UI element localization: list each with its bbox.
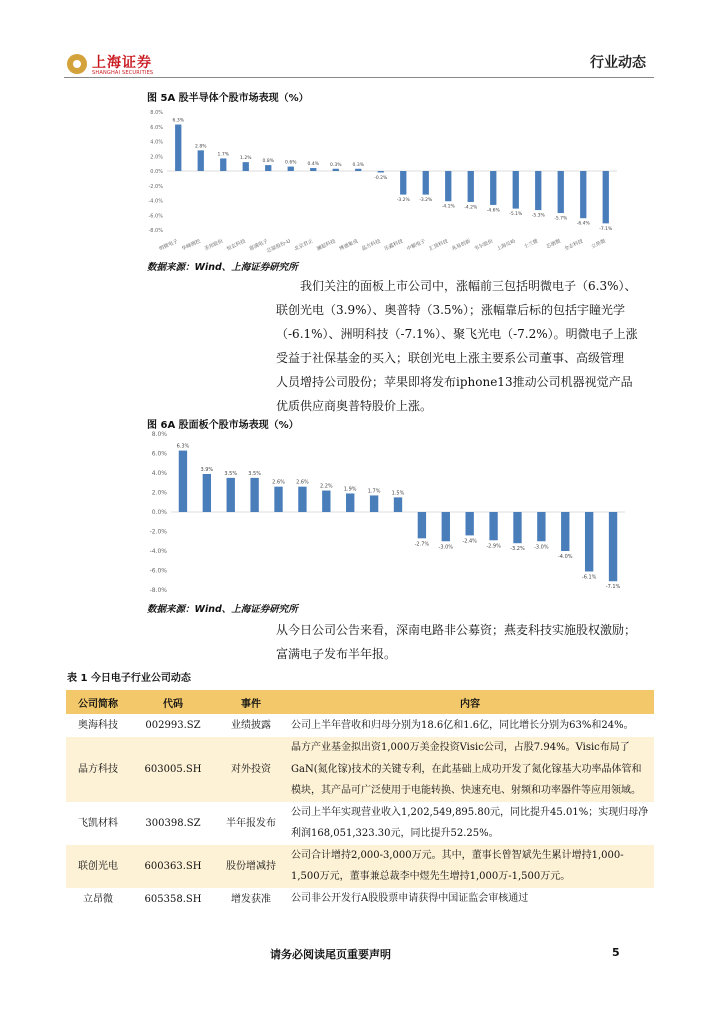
x-tick-label: 明微电子: [158, 238, 180, 253]
data-label: -3.0%: [438, 544, 454, 551]
cell-content: 公司上半年营收和归母分别为18.6亿和1.6亿，同比增长分别为63%和24%。: [291, 719, 634, 731]
data-label: -7.1%: [599, 226, 613, 232]
cell-content: 公司合计增持2,000-3,000万元。其中，董事长曾智斌先生累计增持1,000-1,500万元，董事兼总裁李中煜先生增持1,000万-1,500万元。: [286, 845, 654, 888]
data-label: 3.5%: [224, 470, 238, 477]
bar: [355, 169, 361, 171]
analysis-paragraph-2: [276, 618, 656, 666]
para1-line: 优质供应商奥普特股价上涨。: [276, 399, 433, 413]
header-divider: [64, 77, 654, 78]
bar: [418, 512, 426, 538]
bar: [179, 451, 187, 512]
cell-event: 半年报发布: [226, 817, 276, 829]
x-tick-label: 士兰微: [522, 238, 540, 251]
data-label: -4.6%: [486, 208, 500, 214]
para1-line: 受益于社保基金的买入；联创光电上涨主要系公司董事、高级管理: [276, 351, 625, 365]
bar: [265, 165, 271, 171]
data-label: -2.4%: [462, 538, 477, 545]
fig6-source: 数据来源：Wind、上海证券研究所: [147, 604, 298, 615]
bar: [203, 474, 211, 512]
y-tick-label: 2.0%: [151, 489, 167, 497]
x-tick-label: 汇顶科技: [428, 238, 450, 253]
x-tick-label: 博通集成: [338, 238, 360, 253]
x-tick-label: 恒玄科技: [225, 238, 247, 253]
para1-line: 我们关注的面板上市公司中，涨幅前三包括明微电子（6.3%）、: [300, 279, 637, 293]
bar: [227, 478, 235, 512]
x-tick-label: 乐鑫科技: [383, 238, 405, 253]
bar: [346, 493, 354, 512]
x-tick-label: 立昂微: [590, 238, 607, 251]
bar: [370, 495, 378, 512]
para1-line: （-6.1%）、洲明科技（-7.1%）、聚飞光电（-7.2%）。明微电子上涨: [276, 327, 638, 341]
y-tick-label: -6.0%: [149, 567, 167, 575]
data-label: 0.4%: [307, 162, 319, 168]
x-tick-label: 芯朋微: [545, 238, 562, 251]
data-label: -4.1%: [441, 204, 455, 210]
cell-code: 603005.SH: [130, 737, 216, 802]
fig5-chart: [145, 100, 625, 260]
data-label: 1.9%: [343, 486, 357, 493]
y-tick-label: -8.0%: [149, 587, 167, 594]
bar: [175, 125, 181, 171]
cell-code: 300398.SZ: [145, 817, 201, 829]
bar: [513, 171, 519, 209]
data-label: 1.2%: [240, 156, 252, 162]
data-label: -4.2%: [464, 205, 478, 211]
para1-line: 联创光电（3.9%）、奥普特（3.5%）；涨幅靠后标的包括宇瞳光学: [276, 303, 625, 317]
cell-event: 股份增减持: [216, 845, 286, 888]
cell-event: 业绩披露: [231, 720, 271, 731]
col-header-code: 代码: [130, 690, 216, 714]
data-label: 0.6%: [285, 160, 297, 166]
cell-name: 奥海科技: [78, 720, 118, 731]
data-label: -3.2%: [510, 546, 525, 553]
cell-code: 600363.SH: [130, 845, 216, 888]
x-tick-label: 富满电子: [248, 238, 270, 253]
x-tick-label: 华峰测控: [180, 238, 202, 253]
disclaimer-notice: 请务必阅读尾页重要声明: [270, 948, 391, 961]
data-label: -0.2%: [374, 175, 388, 181]
cell-event: 对外投资: [216, 737, 286, 802]
y-tick-label: 4.0%: [150, 139, 163, 146]
bar: [394, 497, 402, 512]
cell-name: 联创光电: [66, 845, 130, 888]
bar: [198, 150, 204, 171]
fig6-chart: [145, 428, 635, 596]
y-tick-label: 4.0%: [151, 470, 167, 477]
bar: [561, 512, 569, 551]
cell-name: 飞凯材料: [78, 817, 118, 829]
cell-content: 公司上半年实现营业收入1,202,549,895.80元，同比提升45.01%；实现归母净利润168,051,323.30元，同比提升52.25%。: [291, 806, 649, 839]
fig5-title: 图 5A 股半导体个股市场表现（%）: [147, 93, 309, 104]
bar: [468, 171, 474, 202]
table-title: 表 1 今日电子行业公司动态: [67, 673, 191, 684]
y-tick-label: 6.0%: [150, 124, 163, 131]
bar: [535, 171, 541, 210]
y-tick-label: 2.0%: [150, 154, 163, 161]
fig5-source: 数据来源：Wind、上海证券研究所: [147, 262, 298, 273]
data-label: -5.3%: [531, 213, 545, 219]
y-tick-label: 0.0%: [151, 509, 167, 516]
x-tick-label: 中颖电子: [405, 238, 427, 253]
cell-event: 增发获准: [231, 893, 271, 905]
bar: [250, 478, 258, 512]
bar: [288, 167, 294, 171]
data-label: -5.7%: [554, 216, 568, 222]
bar: [489, 512, 497, 540]
data-label: 6.3%: [176, 443, 190, 450]
bar: [537, 512, 545, 541]
x-tick-label: 北京君正: [293, 238, 315, 253]
data-label: 0.3%: [352, 162, 364, 168]
data-label: 1.7%: [367, 488, 381, 495]
data-label: 1.5%: [391, 490, 405, 497]
y-tick-label: 8.0%: [151, 431, 167, 438]
data-label: -2.7%: [414, 541, 430, 548]
bar: [442, 512, 450, 541]
bar: [298, 487, 306, 512]
data-label: 0.3%: [330, 162, 342, 168]
bar: [490, 171, 496, 205]
table-row: [66, 845, 654, 888]
bar: [243, 162, 249, 171]
cell-content: 公司非公开发行A股股票申请获得中国证监会审核通过: [291, 893, 529, 905]
data-label: 2.2%: [319, 483, 333, 490]
data-label: -3.2%: [419, 198, 433, 204]
cell-name: 立昂微: [83, 893, 113, 905]
data-label: 2.6%: [296, 479, 309, 486]
cell-name: 晶方科技: [66, 737, 130, 802]
cell-code: 002993.SZ: [145, 720, 201, 731]
y-tick-label: 0.0%: [150, 169, 163, 175]
col-header-content: 内容: [286, 690, 654, 714]
data-label: -7.1%: [605, 584, 621, 591]
bar: [423, 171, 429, 195]
x-tick-label: 全志科技: [563, 238, 585, 253]
y-tick-label: -8.0%: [148, 228, 163, 234]
data-label: 1.7%: [217, 152, 229, 158]
bar: [513, 512, 521, 543]
y-tick-label: 6.0%: [151, 450, 167, 458]
bar: [609, 512, 617, 581]
y-tick-label: -4.0%: [149, 548, 167, 555]
x-tick-label: 兆易创新: [450, 238, 472, 253]
logo-text-cn: 上海证券: [92, 55, 152, 71]
bar: [466, 512, 474, 535]
bar: [220, 158, 226, 171]
data-label: 2.8%: [195, 144, 207, 150]
data-label: 6.3%: [172, 118, 184, 124]
data-label: 2.6%: [272, 479, 285, 486]
bar: [400, 171, 406, 195]
cell-content: 晶方产业基金拟出资1,000万美金投资Visic公司，占股7.94%。Visic布局了GaN(氮化镓)技术的关键专利，在此基础上成功开发了氮化镓基大功率晶体管和模块，其产品可广泛使用于电能转换、快速充电、射频和功率器件等应用领域。: [286, 737, 654, 802]
data-label: -6.1%: [581, 574, 597, 581]
bar: [378, 171, 384, 172]
x-tick-label: 上海贝岭: [495, 238, 517, 253]
data-label: -3.0%: [534, 544, 549, 551]
bar: [445, 171, 451, 201]
data-label: -5.1%: [509, 212, 523, 218]
para1-line: 人员增持公司股份；苹果即将发布iphone13推动公司机器视觉产品: [276, 375, 633, 389]
data-label: -6.4%: [576, 221, 590, 227]
bar: [580, 171, 586, 218]
x-tick-label: 圣邦股份: [203, 238, 225, 253]
data-label: -4.0%: [558, 554, 573, 560]
para2-line: 从今日公司公告来看，深南电路非公募资；燕麦科技实施股权激励；: [276, 623, 637, 637]
page-number: 5: [612, 946, 620, 959]
analysis-paragraph-1: [276, 274, 656, 418]
y-tick-label: -4.0%: [148, 198, 163, 205]
bar: [274, 487, 282, 512]
y-tick-label: -6.0%: [148, 213, 163, 220]
x-tick-label: 晶方科技: [360, 238, 382, 253]
x-tick-label: 芯原股份-U: [265, 238, 292, 255]
data-label: 0.8%: [262, 159, 274, 165]
y-tick-label: -2.0%: [149, 528, 167, 536]
table-header-row: [66, 690, 654, 714]
y-tick-label: -2.0%: [148, 183, 163, 190]
section-title: 行业动态: [590, 55, 646, 71]
x-tick-label: 韦尔股份: [473, 238, 495, 253]
table-row: [66, 714, 654, 737]
data-label: 3.9%: [200, 466, 214, 473]
bar: [322, 491, 330, 512]
company-events-table: [66, 690, 654, 911]
company-logo-icon: [67, 54, 87, 74]
bar: [333, 169, 339, 171]
x-tick-label: 澜起科技: [315, 238, 337, 253]
bar: [310, 168, 316, 171]
y-tick-label: 8.0%: [150, 110, 163, 116]
para2-line: 富满电子发布半年报。: [276, 647, 397, 661]
data-label: 3.5%: [248, 470, 261, 477]
col-header-name: 公司简称: [66, 690, 130, 714]
bar: [585, 512, 593, 571]
table-row: [66, 888, 654, 911]
data-label: -3.2%: [396, 198, 410, 204]
bar: [603, 171, 609, 223]
data-label: -2.9%: [486, 543, 501, 550]
table-row: [66, 802, 654, 845]
fig6-title: 图 6A 股面板个股市场表现（%）: [147, 420, 299, 431]
table-row: [66, 737, 654, 802]
bar: [558, 171, 564, 213]
col-header-event: 事件: [216, 690, 286, 714]
cell-code: 605358.SH: [144, 893, 202, 905]
logo-text-en: SHANGHAI SECURITIES: [92, 70, 154, 76]
